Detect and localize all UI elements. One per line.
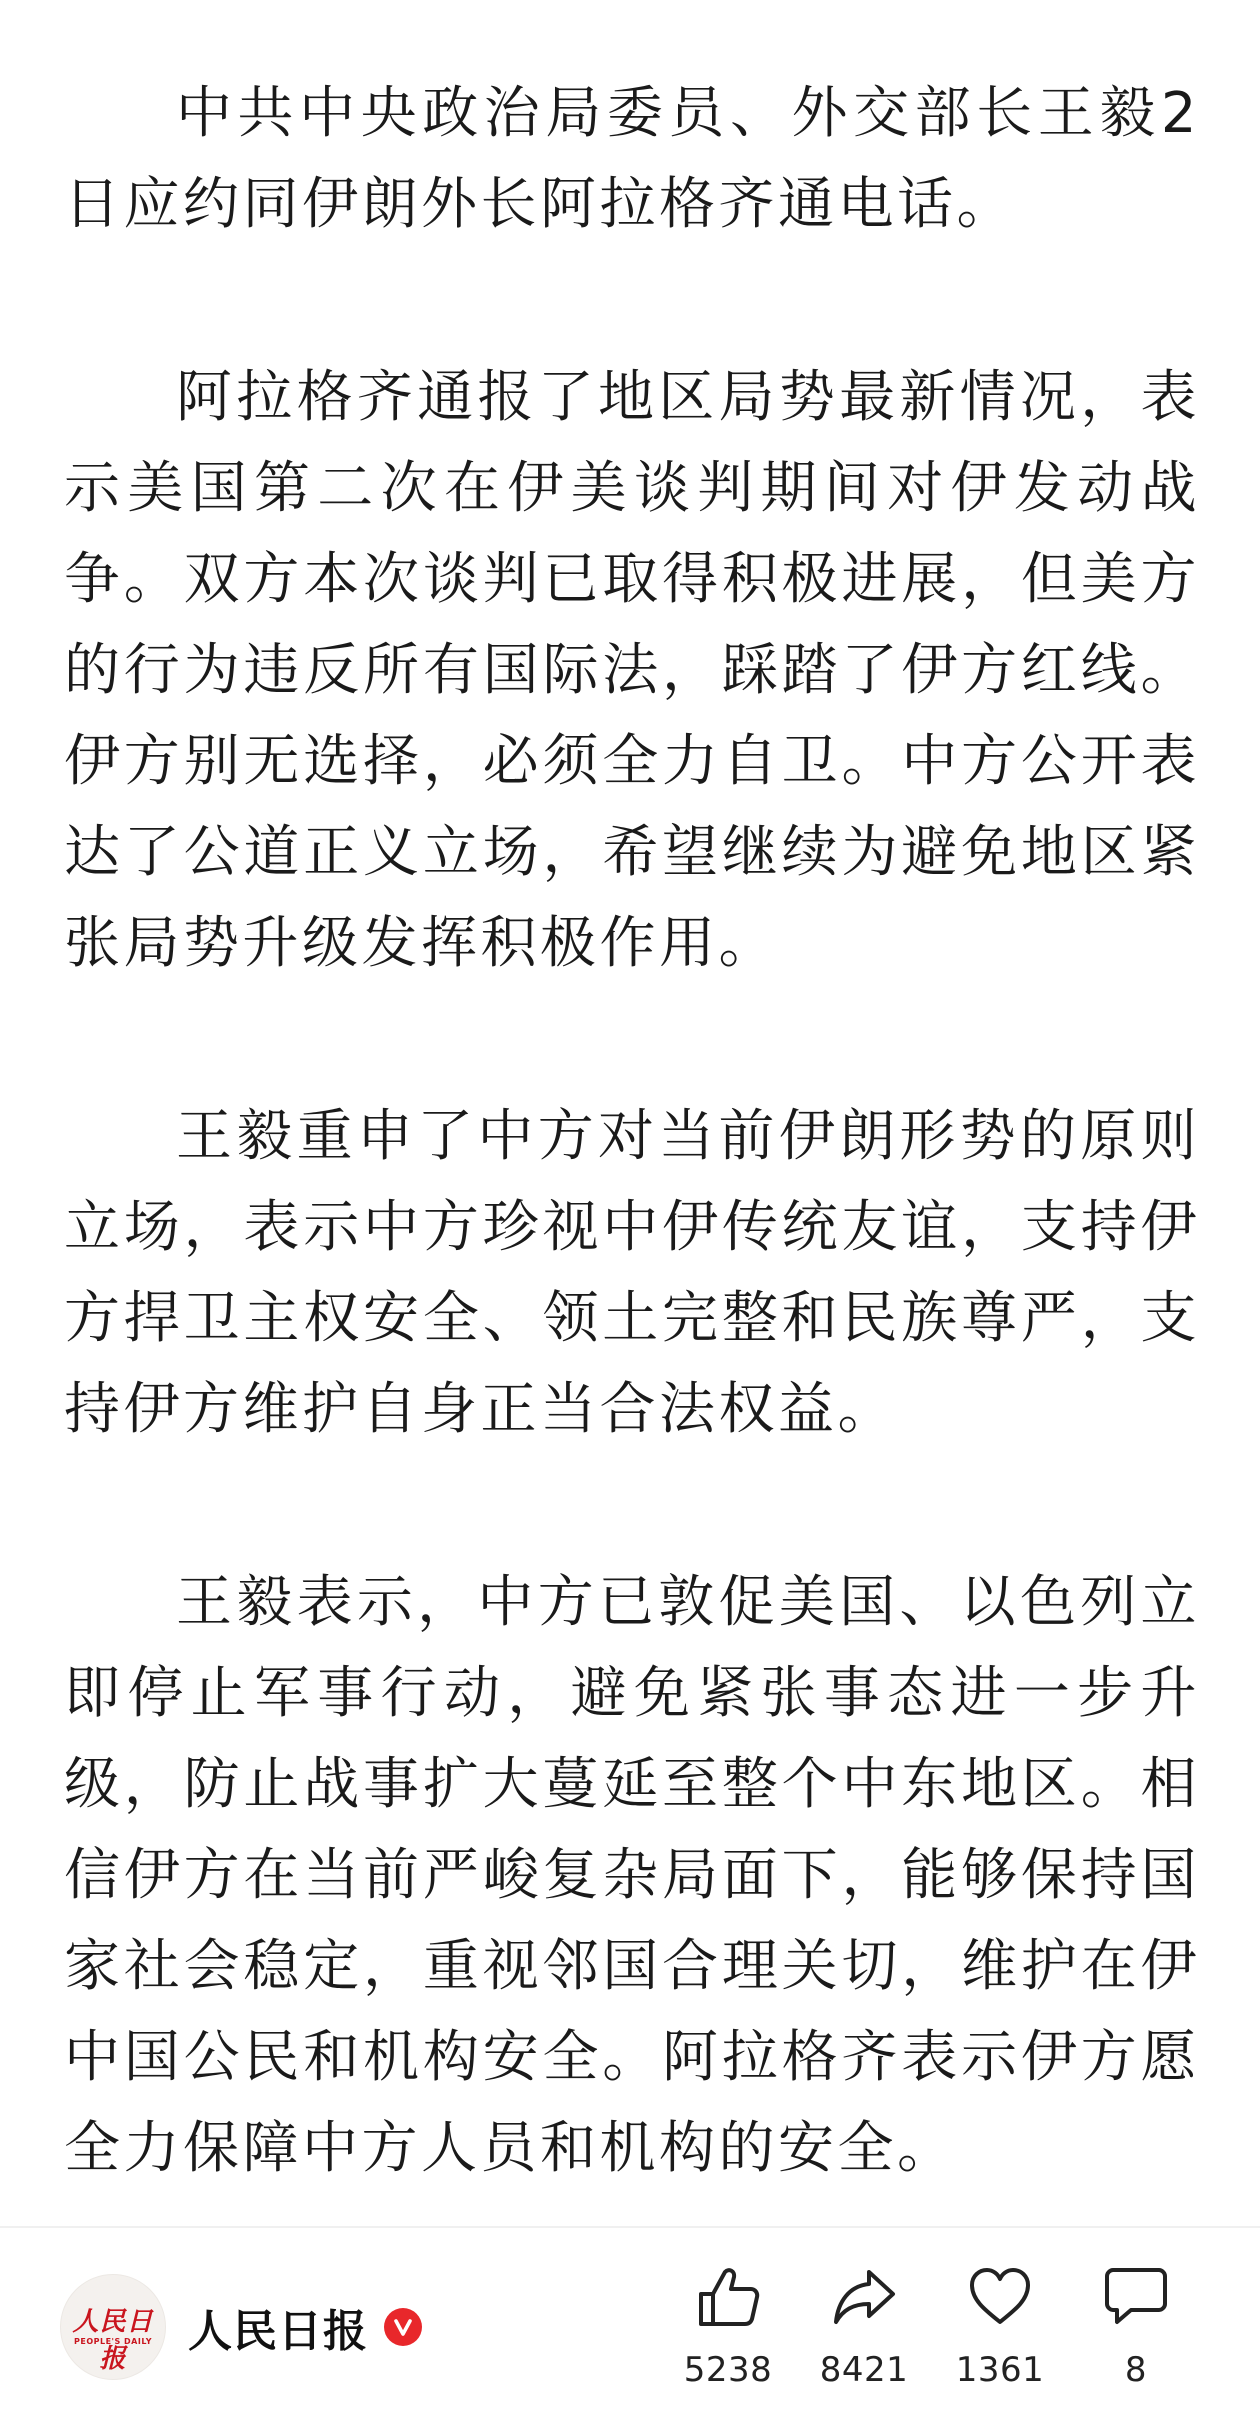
engagement-actions [0, 2258, 1260, 2408]
heart-icon [930, 2264, 1070, 2336]
account-name[interactable]: 人民日报 [188, 2306, 368, 2357]
avatar-logo-subtitle: PEOPLE'S DAILY [73, 2337, 152, 2346]
share-icon [794, 2264, 934, 2336]
article-paragraph: 中共中央政治局委员、外交部长王毅2日应约同伊朗外长阿拉格齐通电话。 [64, 81, 1200, 237]
like-button[interactable] [658, 2258, 798, 2408]
article-paragraph: 阿拉格齐通报了地区局势最新情况，表示美国第二次在伊美谈判期间对伊发动战争。双方本次谈判已取得积极进展，但美方的行为违反所有国际法，踩踏了伊方红线。伊方别无选择，必须全力自卫。中方公开表达了公道正义立场，希望继续为避免地区紧张局势升级发挥积极作用。 [64, 365, 1200, 976]
article-paragraph: 王毅重申了中方对当前伊朗形势的原则立场，表示中方珍视中伊传统友谊，支持伊方捍卫主权安全、领土完整和民族尊严，支持伊方维护自身正当合法权益。 [64, 1104, 1200, 1442]
comment-button[interactable] [1066, 2258, 1206, 2408]
avatar-logo-text: 人民日报 [72, 2307, 154, 2374]
share-count: 8421 [819, 2350, 909, 2390]
comment-count: 8 [1124, 2350, 1148, 2390]
article-body [64, 68, 1200, 2194]
comment-icon [1066, 2264, 1206, 2336]
bottom-action-bar [0, 2226, 1260, 2418]
article-paragraph: 王毅表示，中方已敦促美国、以色列立即停止军事行动，避免紧张事态进一步升级，防止战事扩大蔓延至整个中东地区。相信伊方在当前严峻复杂局面下，能够保持国家社会稳定，重视邻国合理关切，维护在伊中国公民和机构安全。阿拉格齐表示伊方愿全力保障中方人员和机构的安全。 [64, 1570, 1200, 2181]
favorite-button[interactable] [930, 2258, 1070, 2408]
share-button[interactable] [794, 2258, 934, 2408]
thumbs-up-icon [658, 2264, 798, 2336]
favorite-count: 1361 [955, 2350, 1045, 2390]
like-count: 5238 [683, 2350, 773, 2390]
